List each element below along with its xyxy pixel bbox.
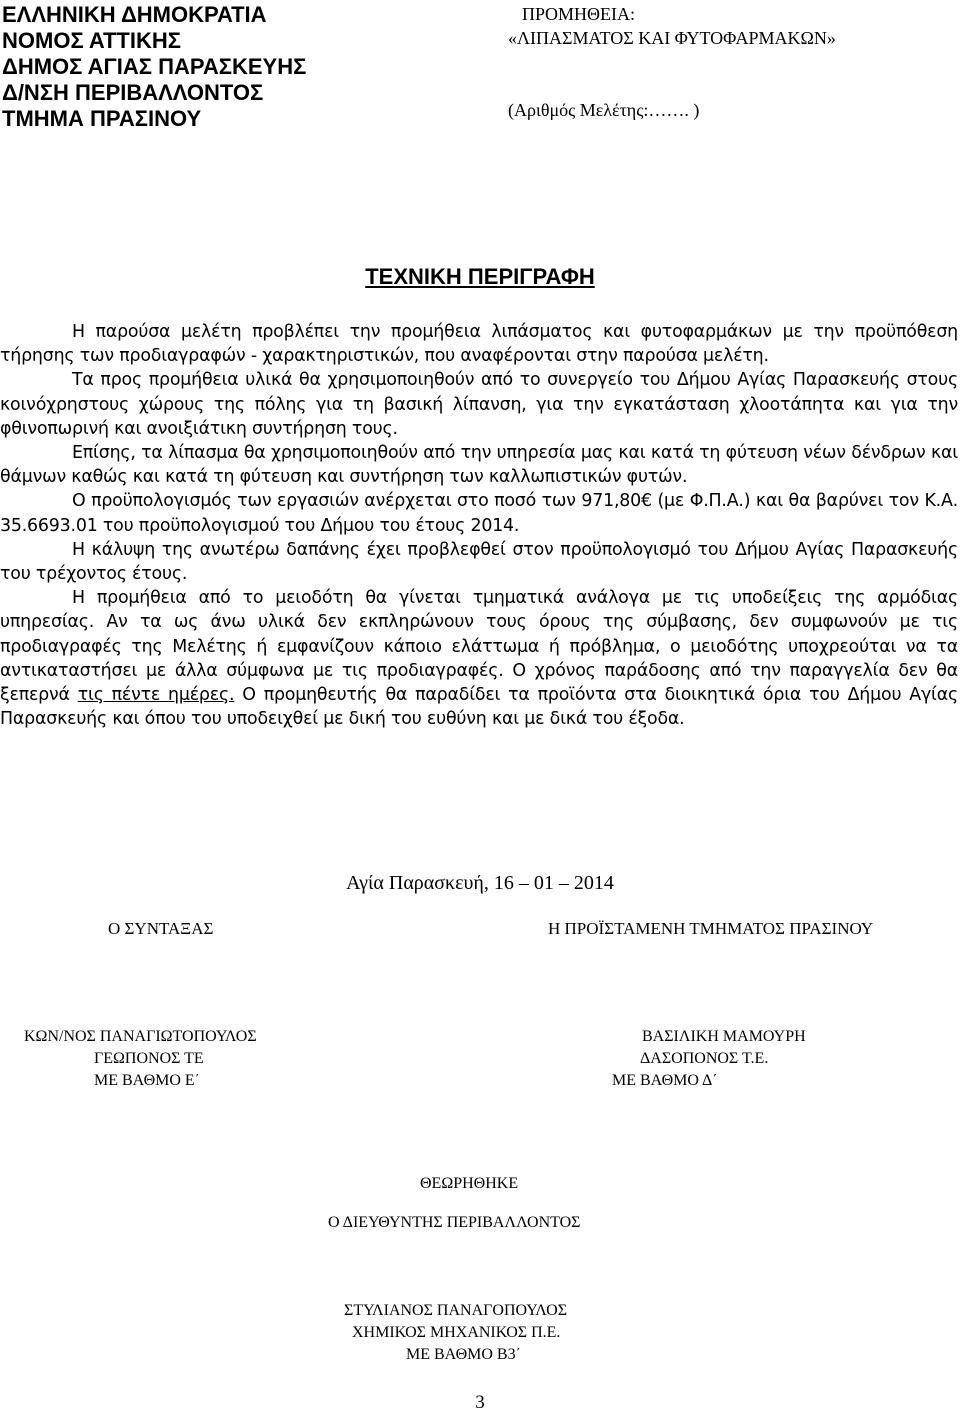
header-line: Δ/ΝΣΗ ΠΕΡΙΒΑΛΛΟΝΤΟΣ [2, 80, 264, 105]
header-line: ΝΟΜΟΣ ΑΤΤΙΚΗΣ [2, 28, 181, 53]
approval-title: ΧΗΜΙΚΟΣ ΜΗΧΑΝΙΚΟΣ Π.Ε. [352, 1324, 561, 1341]
supply-info [508, 2, 836, 122]
approval-signature [344, 1300, 567, 1366]
study-number: (Αριθμός Μελέτης:……. ) [508, 100, 700, 120]
head-role: Η ΠΡΟΪΣΤΑΜΕΝΗ ΤΜΗΜΑΤΟΣ ΠΡΑΣΙΝΟΥ [548, 919, 874, 938]
author-signature [24, 1026, 257, 1092]
head-name: ΒΑΣΙΛΙΚΗ ΜΑΜΟΥΡΗ [642, 1028, 806, 1045]
approval-label: ΘΕΩΡΗΘΗΚΕ [420, 1175, 519, 1192]
approval-role: Ο ΔΙΕΥΘΥΝΤΗΣ ΠΕΡΙΒΑΛΛΟΝΤΟΣ [328, 1214, 581, 1231]
head-signature [612, 1026, 806, 1092]
document-title: ΤΕΧΝΙΚΗ ΠΕΡΙΓΡΑΦΗ [365, 264, 595, 289]
author-role: Ο ΣΥΝΤΑΞΑΣ [108, 919, 214, 938]
approval-grade: ΜΕ ΒΑΘΜΟ Β3΄ [406, 1346, 521, 1363]
document-body [0, 320, 958, 731]
delivery-deadline: τις πέντε ημέρες. [77, 685, 235, 706]
paragraph-text: Ο προμηθευτής θα παραδίδει τα προϊόντα στα διοικητικά όρια του Δήμου Αγίας Παρασκευής και όπου του υποδειχθεί με δική του ευθύνη και με δικά του έξοδα. [0, 685, 958, 730]
paragraph: Η κάλυψη της ανωτέρω δαπάνης έχει προβλεφθεί στον προϋπολογισμό του Δήμου Αγίας Παρασκευής του τρέχοντος έτους. [0, 539, 958, 585]
header-line: ΔΗΜΟΣ ΑΓΙΑΣ ΠΑΡΑΣΚΕΥΗΣ [2, 54, 307, 79]
paragraph: Επίσης, τα λίπασμα θα χρησιμοποιηθούν από την υπηρεσία μας και κατά τη φύτευση νέων δένδρων και θάμνων καθώς και κατά τη φύτευση και συντήρηση των καλλωπιστικών φυτών. [0, 443, 958, 488]
author-grade: ΜΕ ΒΑΘΜΟ Ε΄ [94, 1072, 201, 1089]
head-title: ΔΑΣΟΠΟΝΟΣ Τ.Ε. [640, 1050, 769, 1067]
issuing-authority [2, 2, 306, 132]
approval-name: ΣΤΥΛΙΑΝΟΣ ΠΑΝΑΓΟΠΟΥΛΟΣ [344, 1302, 567, 1319]
supply-label: ΠΡΟΜΗΘΕΙΑ: [522, 4, 636, 24]
header-line: ΤΜΗΜΑ ΠΡΑΣΙΝΟΥ [2, 106, 202, 131]
author-title: ΓΕΩΠΟΝΟΣ ΤΕ [94, 1050, 204, 1067]
supply-title: «ΛΙΠΑΣΜΑΤΟΣ ΚΑΙ ΦΥΤΟΦΑΡΜΑΚΩΝ» [508, 28, 836, 48]
paragraph [0, 586, 958, 731]
paragraph: Η παρούσα μελέτη προβλέπει την προμήθεια λιπάσματος και φυτοφαρμάκων με την προϋπόθεση τήρησης των προδιαγραφών - χαρακτηριστικών, που αναφέρονται στην παρούσα μελέτη. [0, 322, 958, 367]
author-name: ΚΩΝ/ΝΟΣ ΠΑΝΑΓΙΩΤΟΠΟΥΛΟΣ [24, 1028, 257, 1045]
place-date: Αγία Παρασκευή, 16 – 01 – 2014 [346, 872, 614, 894]
header-line: ΕΛΛΗΝΙΚΗ ΔΗΜΟΚΡΑΤΙΑ [2, 2, 267, 27]
page-number: 3 [475, 1392, 485, 1413]
paragraph: Τα προς προμήθεια υλικά θα χρησιμοποιηθούν από το συνεργείο του Δήμου Αγίας Παρασκευής στους κοινόχρηστους χώρους της πόλης για τη βασική λίπανση, για την εγκατάσταση χλοοτάπητα και για την φθινοπωρινή και ανοιξιάτικη συντήρηση τους. [0, 370, 958, 439]
paragraph: Ο προϋπολογισμός των εργασιών ανέρχεται στο ποσό των 971,80€ (με Φ.Π.Α.) και θα βαρύνει τον Κ.Α. 35.6693.01 του προϋπολογισμού του Δήμου του έτους 2014. [0, 491, 958, 536]
head-grade: ΜΕ ΒΑΘΜΟ Δ΄ [612, 1072, 718, 1089]
paragraph-text: Η προμήθεια από το μειοδότη θα γίνεται τμηματικά ανάλογα με τις υποδείξεις της αρμόδιας υπηρεσίας. Αν τα ως άνω υλικά δεν εκπληρώνουν τους όρους της σύμβασης, δεν συμφωνούν με τις προδιαγραφές της Μελέτης ή εμφανίζουν κάποιο ελάττωμα ή πρόβλημα, ο μειοδότης υποχρεούται να τα αντικαταστήσει με άλλα σύμφωνα με τις προδιαγραφές. Ο χρόνος παράδοσης από την παραγγελία δεν θα ξεπερνά [0, 588, 958, 706]
